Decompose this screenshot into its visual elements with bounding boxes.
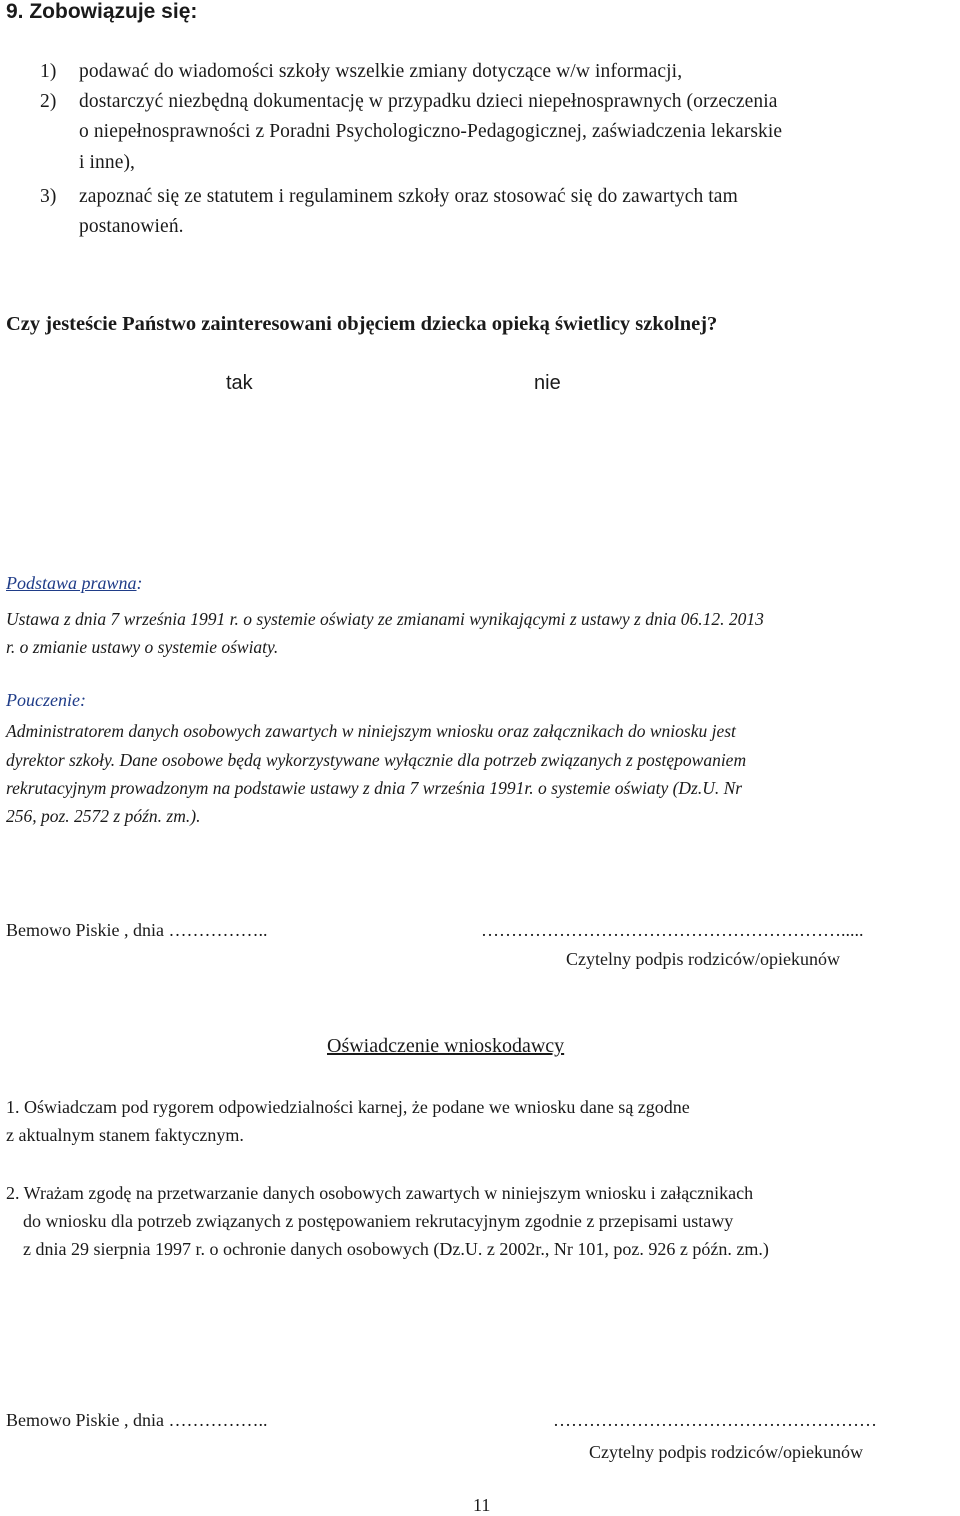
item-3-line-1: zapoznać się ze statutem i regulaminem szkoły oraz stosować się do zawartych tam — [79, 186, 738, 207]
notice-line-3: rekrutacyjnym prowadzonym na podstawie ustawy z dnia 7 września 1991r. o systemie oświaty (Dz.U. Nr — [6, 778, 743, 798]
legal-basis-label — [6, 573, 143, 594]
section-9-title: 9. Zobowiązuje się: — [6, 0, 198, 23]
legal-basis-line-2: r. o zmianie ustawy o systemie oświaty. — [6, 637, 279, 657]
signature-1-caption: Czytelny podpis rodziców/opiekunów — [566, 949, 840, 969]
item-2-line-3: i inne), — [79, 152, 136, 173]
item-1-number: 1) — [40, 61, 57, 82]
legal-basis-line-1: Ustawa z dnia 7 września 1991 r. o systemie oświaty ze zmianami wynikającymi z ustawy z dnia 06.12. 2013 — [6, 609, 764, 629]
notice-label: Pouczenie: — [6, 690, 86, 710]
afterschool-question: Czy jesteście Państwo zainteresowani objęciem dziecka opieką świetlicy szkolnej? — [6, 313, 718, 335]
signature-2-caption: Czytelny podpis rodziców/opiekunów — [589, 1442, 863, 1462]
signature-1-dots: ……………………………………………………..... — [481, 920, 864, 940]
notice-line-2: dyrektor szkoły. Dane osobowe będą wykorzystywane wyłącznie dla potrzeb związanych z postępowaniem — [6, 750, 747, 770]
item-3-line-2: postanowień. — [79, 216, 184, 237]
signature-2-dots: ……………………………………………… — [553, 1410, 877, 1430]
legal-basis-colon: : — [136, 573, 143, 593]
option-no[interactable]: nie — [534, 372, 561, 394]
item-2-number: 2) — [40, 91, 57, 112]
declaration-item-1-line-2: z aktualnym stanem faktycznym. — [6, 1125, 244, 1145]
item-2-line-2: o niepełnosprawności z Poradni Psychologiczno-Pedagogicznej, zaświadczenia lekarskie — [79, 121, 783, 142]
notice-line-4: 256, poz. 2572 z późn. zm.). — [6, 806, 201, 826]
option-yes[interactable]: tak — [226, 372, 253, 394]
signature-1-place-date: Bemowo Piskie , dnia …………….. — [6, 920, 268, 940]
item-1-line-1: podawać do wiadomości szkoły wszelkie zmiany dotyczące w/w informacji, — [79, 61, 683, 82]
page-number: 11 — [473, 1495, 491, 1515]
declaration-item-2-line-2: do wniosku dla potrzeb związanych z postępowaniem rekrutacyjnym zgodnie z przepisami ustawy — [23, 1211, 734, 1231]
item-2-line-1: dostarczyć niezbędną dokumentację w przypadku dzieci niepełnosprawnych (orzeczenia — [79, 91, 778, 112]
declaration-title: Oświadczenie wnioskodawcy — [327, 1035, 565, 1057]
declaration-item-1-line-1: 1. Oświadczam pod rygorem odpowiedzialności karnej, że podane we wniosku dane są zgodne — [6, 1097, 690, 1117]
declaration-item-2-line-3: z dnia 29 sierpnia 1997 r. o ochronie danych osobowych (Dz.U. z 2002r., Nr 101, poz. 926 z późn. zm.) — [23, 1239, 769, 1259]
notice-line-1: Administratorem danych osobowych zawartych w niniejszym wniosku oraz załącznikach do wniosku jest — [6, 721, 736, 741]
item-3-number: 3) — [40, 186, 57, 207]
declaration-item-2-line-1: 2. Wrażam zgodę na przetwarzanie danych osobowych zawartych w niniejszym wniosku i załącznikach — [6, 1183, 754, 1203]
legal-basis-label-text: Podstawa prawna — [6, 573, 137, 593]
signature-2-place-date: Bemowo Piskie , dnia …………….. — [6, 1410, 268, 1430]
